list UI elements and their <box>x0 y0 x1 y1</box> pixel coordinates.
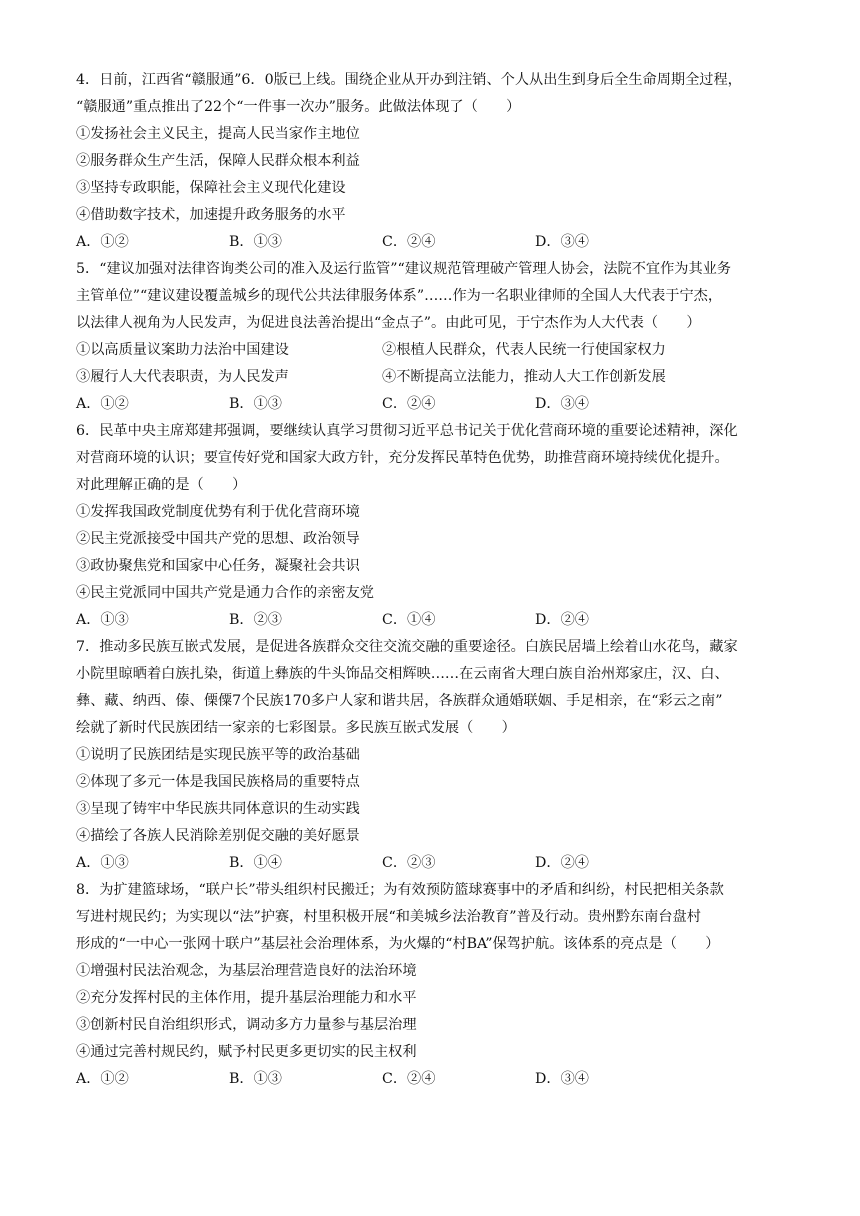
statement-item: ②体现了多元一体是我国民族格局的重要特点 <box>76 774 360 790</box>
option-a[interactable]: A．①③ <box>76 855 129 871</box>
statement-item: ①发挥我国政党制度优势有利于优化营商环境 <box>76 504 360 520</box>
statement-item: ④民主党派同中国共产党是通力合作的亲密友党 <box>76 585 374 601</box>
question-stem-line: 4．日前，江西省“赣服通”6．0版已上线。围绕企业从开办到注销、个人从出生到身后全生命周期全过程， <box>76 72 742 88</box>
option-b[interactable]: B．①③ <box>229 234 282 250</box>
statement-item: ②民主党派接受中国共产党的思想、政治领导 <box>76 531 360 547</box>
statement-item: ①发扬社会主义民主，提高人民当家作主地位 <box>76 126 360 142</box>
statement-item: ①以高质量议案助力法治中国建设 <box>76 342 289 358</box>
option-c[interactable]: C．②④ <box>382 1071 436 1087</box>
statement-item: ②根植人民群众，代表人民统一行使国家权力 <box>382 342 666 358</box>
option-a[interactable]: A．①② <box>76 1071 129 1087</box>
question-stem-line: 对营商环境的认识；要宣传好党和国家大政方针，充分发挥民革特色优势，助推营商环境持续优化提升。 <box>76 450 729 466</box>
question-stem-line: 主管单位”“建议建设覆盖城乡的现代公共法律服务体系”……作为一名职业律师的全国人大代表于宁杰， <box>76 288 723 304</box>
question-stem-line: 8．为扩建篮球场，“联户长”带头组织村民搬迁；为有效预防篮球赛事中的矛盾和纠纷，村民把相关条款 <box>76 882 724 898</box>
question-stem-line: 绘就了新时代民族团结一家亲的七彩图景。多民族互嵌式发展（ ） <box>76 720 516 736</box>
option-b[interactable]: B．②③ <box>229 612 282 628</box>
option-d[interactable]: D．③④ <box>535 1071 589 1087</box>
option-a[interactable]: A．①② <box>76 396 129 412</box>
option-c[interactable]: C．①④ <box>382 612 436 628</box>
question-stem-line: 7．推动多民族互嵌式发展，是促进各族群众交往交流交融的重要途径。白族民居墙上绘着山水花鸟，藏家 <box>76 639 738 655</box>
statement-item: ①增强村民法治观念，为基层治理营造良好的法治环境 <box>76 963 417 979</box>
question-stem-line: 6．民革中央主席郑建邦强调，要继续认真学习贯彻习近平总书记关于优化营商环境的重要论述精神，深化 <box>76 423 738 439</box>
question-stem-line: 对此理解正确的是（ ） <box>76 477 247 493</box>
statement-item: ④描绘了各族人民消除差别促交融的美好愿景 <box>76 828 360 844</box>
statement-item: ③履行人大代表职责，为人民发声 <box>76 369 289 385</box>
statement-item: ④不断提高立法能力，推动人大工作创新发展 <box>382 369 666 385</box>
option-a[interactable]: A．①② <box>76 234 129 250</box>
statement-item: ④借助数字技术，加速提升政务服务的水平 <box>76 207 346 223</box>
question-stem-line: 以法律人视角为人民发声，为促进良法善治提出“金点子”。由此可见，于宁杰作为人大代表（ ） <box>76 315 701 331</box>
statement-item: ①说明了民族团结是实现民族平等的政治基础 <box>76 747 360 763</box>
question-stem-line: 写进村规民约；为实现以“法”护赛，村里积极开展“和美城乡法治教育”普及行动。贵州黔东南台盘村 <box>76 909 701 925</box>
option-a[interactable]: A．①③ <box>76 612 129 628</box>
option-d[interactable]: D．②④ <box>535 612 589 628</box>
option-c[interactable]: C．②④ <box>382 396 436 412</box>
option-b[interactable]: B．①③ <box>229 396 282 412</box>
option-b[interactable]: B．①④ <box>229 855 282 871</box>
statement-item: ③政协聚焦党和国家中心任务，凝聚社会共识 <box>76 558 360 574</box>
statement-item: ③呈现了铸牢中华民族共同体意识的生动实践 <box>76 801 360 817</box>
question-stem-line: “赣服通”重点推出了22个“一件事一次办”服务。此做法体现了（ ） <box>76 99 521 115</box>
option-b[interactable]: B．①③ <box>229 1071 282 1087</box>
question-stem-line: 彝、藏、纳西、傣、傈僳7个民族170多户人家和谐共居，各族群众通婚联姻、手足相亲，在“彩云之南” <box>76 693 723 709</box>
statement-item: ②充分发挥村民的主体作用，提升基层治理能力和水平 <box>76 990 417 1006</box>
statement-item: ③坚持专政职能，保障社会主义现代化建设 <box>76 180 346 196</box>
statement-item: ②服务群众生产生活，保障人民群众根本利益 <box>76 153 360 169</box>
statement-item: ③创新村民自治组织形式，调动多方力量参与基层治理 <box>76 1017 417 1033</box>
option-d[interactable]: D．③④ <box>535 234 589 250</box>
option-d[interactable]: D．②④ <box>535 855 589 871</box>
option-c[interactable]: C．②③ <box>382 855 436 871</box>
option-c[interactable]: C．②④ <box>382 234 436 250</box>
question-stem-line: 5．“建议加强对法律咨询类公司的准入及运行监管”“建议规范管理破产管理人协会，法院不宜作为其业务 <box>76 261 732 277</box>
statement-item: ④通过完善村规民约，赋予村民更多更切实的民主权利 <box>76 1044 417 1060</box>
question-stem-line: 形成的“一中心一张网十联户”基层社会治理体系，为火爆的“村BA”保驾护航。该体系的亮点是（ ） <box>76 936 720 952</box>
option-d[interactable]: D．③④ <box>535 396 589 412</box>
question-stem-line: 小院里晾晒着白族扎染，街道上彝族的牛头饰品交相辉映……在云南省大理白族自治州郑家庄，汉、白、 <box>76 666 729 682</box>
